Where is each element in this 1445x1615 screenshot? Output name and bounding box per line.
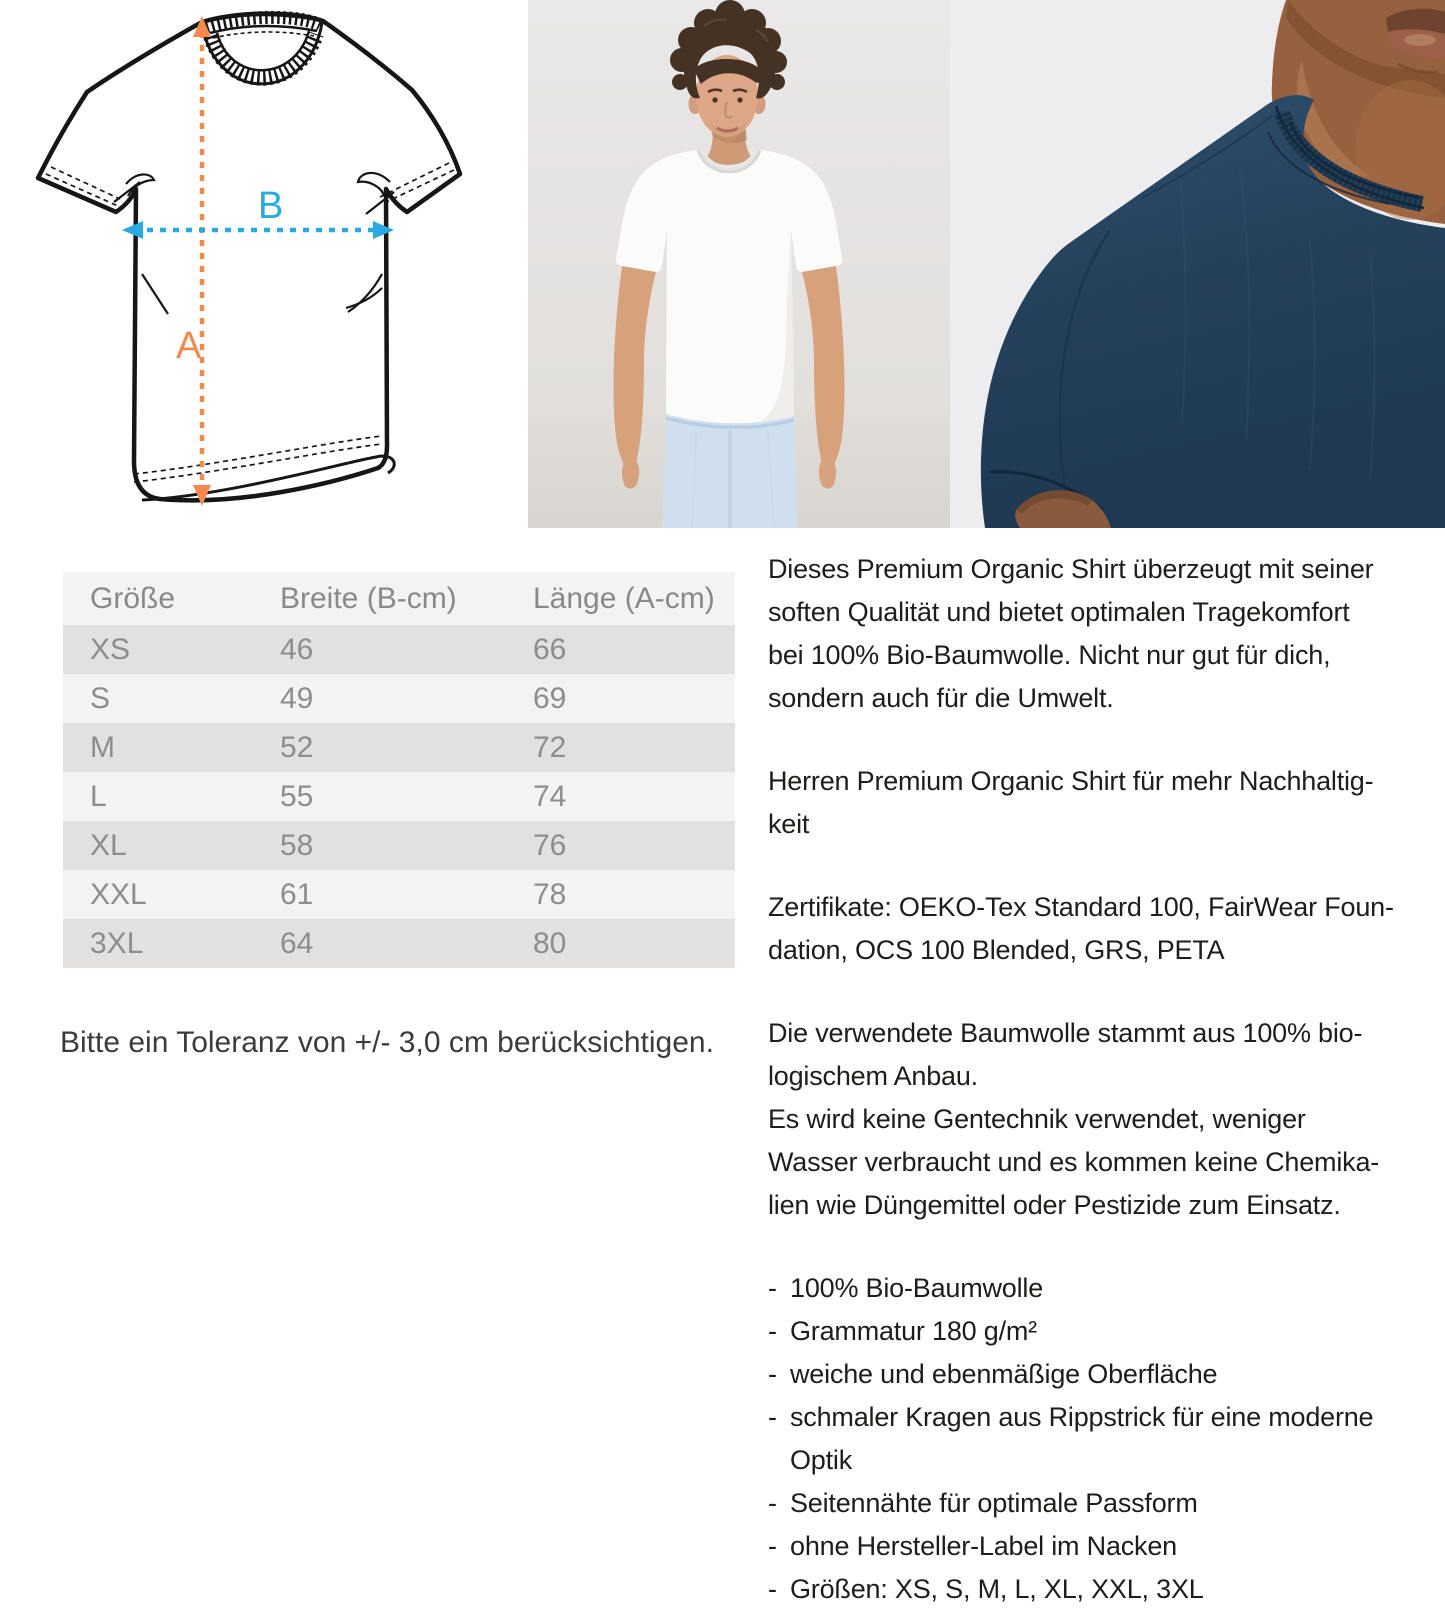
tshirt-measurement-diagram	[30, 6, 470, 514]
length-cell: 69	[533, 681, 567, 715]
feature-item	[768, 1525, 1445, 1568]
column-header-length: Länge (A-cm)	[533, 581, 715, 615]
table-row	[63, 870, 735, 919]
description-paragraph-certificates: Zertifikate: OEKO-Tex Standard 100, FairWear Foun- dation, OCS 100 Blended, GRS, PETA	[768, 892, 1394, 965]
size-cell: L	[90, 779, 107, 813]
feature-item	[768, 1568, 1445, 1611]
fabric-closeup-photo	[950, 0, 1445, 528]
width-cell: 46	[280, 632, 314, 666]
eye	[737, 97, 742, 102]
tolerance-note: Bitte ein Toleranz von +/- 3,0 cm berücksichtigen.	[60, 1026, 714, 1059]
size-cell: XL	[90, 828, 127, 862]
size-chart-header-row	[63, 572, 735, 625]
size-cell: XXL	[90, 877, 147, 911]
tshirt-outline	[38, 14, 460, 501]
length-cell: 80	[533, 926, 567, 960]
table-row	[63, 772, 735, 821]
width-cell: 58	[280, 828, 314, 862]
measure-a-label: A	[176, 325, 202, 367]
width-cell: 52	[280, 730, 314, 764]
description-paragraph-product: Herren Premium Organic Shirt für mehr Nachhaltig- keit	[768, 766, 1374, 839]
feature-item	[768, 1310, 1445, 1353]
model-photo-front	[528, 0, 950, 528]
table-row	[63, 821, 735, 870]
bullet-dash: -	[768, 1574, 777, 1604]
column-header-size: Größe	[90, 581, 176, 615]
description-paragraph-intro: Dieses Premium Organic Shirt überzeugt mit seiner soften Qualität und bietet optimalen Tragekomfort bei 100% Bio-Baumwolle. Nicht nur gut für dich, sondern auch für die Umwelt.	[768, 554, 1374, 713]
feature-item	[768, 1482, 1445, 1525]
table-row	[63, 723, 735, 772]
width-cell: 64	[280, 926, 314, 960]
bullet-dash: -	[768, 1316, 777, 1346]
length-cell: 76	[533, 828, 567, 862]
bullet-dash: -	[768, 1273, 777, 1303]
feature-text: 100% Bio-Baumwolle	[790, 1273, 1044, 1303]
feature-text: Grammatur 180 g/m²	[790, 1316, 1037, 1346]
size-cell: M	[90, 730, 115, 764]
size-cell: 3XL	[90, 926, 144, 960]
length-cell: 78	[533, 877, 567, 911]
size-chart-table	[63, 572, 735, 968]
width-cell: 49	[280, 681, 314, 715]
bullet-dash: -	[768, 1488, 777, 1518]
lip-highlight	[1404, 34, 1436, 46]
feature-text: ohne Hersteller-Label im Nacken	[790, 1531, 1177, 1561]
width-cell: 61	[280, 877, 314, 911]
size-cell: XS	[90, 632, 131, 666]
feature-text: schmaler Kragen aus Rippstrick für eine moderne Optik	[790, 1402, 1374, 1475]
feature-item	[768, 1267, 1445, 1310]
length-cell: 74	[533, 779, 567, 813]
length-cell: 66	[533, 632, 567, 666]
feature-text: weiche und ebenmäßige Oberfläche	[790, 1359, 1218, 1389]
eye	[712, 97, 717, 102]
column-header-width: Breite (B-cm)	[280, 581, 457, 615]
product-description	[768, 548, 1445, 1611]
feature-text: Größen: XS, S, M, L, XL, XXL, 3XL	[790, 1574, 1204, 1604]
measure-b-label: B	[258, 185, 284, 227]
feature-list	[768, 1267, 1445, 1611]
description-paragraph-cotton: Die verwendete Baumwolle stammt aus 100% bio- logischem Anbau. Es wird keine Gentechnik verwendet, weniger Wasser verbraucht und es kommen keine Chemika- lien wie Düngemittel oder Pestizide zum Einsatz.	[768, 1018, 1380, 1220]
bullet-dash: -	[768, 1531, 777, 1561]
width-cell: 55	[280, 779, 314, 813]
feature-item	[768, 1353, 1445, 1396]
bullet-dash: -	[768, 1359, 777, 1389]
table-row	[63, 919, 735, 968]
feature-text: Seitennähte für optimale Passform	[790, 1488, 1198, 1518]
bullet-dash: -	[768, 1402, 777, 1432]
table-row	[63, 674, 735, 723]
table-row	[63, 625, 735, 674]
length-cell: 72	[533, 730, 567, 764]
feature-item	[768, 1396, 1445, 1482]
size-cell: S	[90, 681, 111, 715]
